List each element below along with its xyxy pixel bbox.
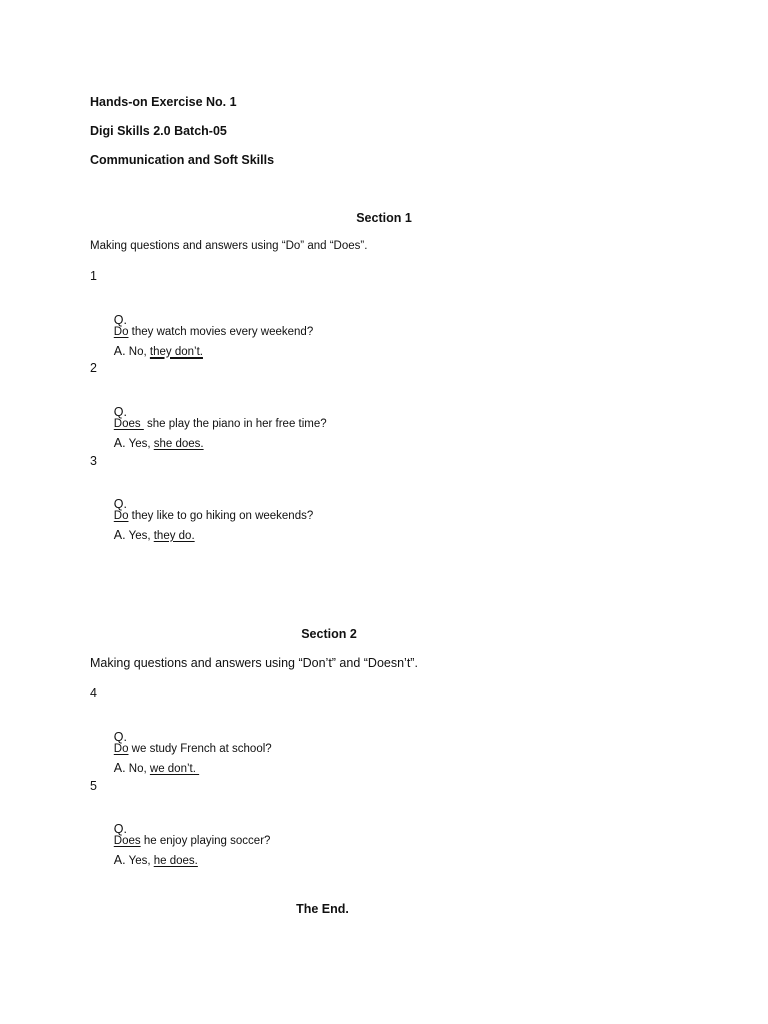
program-title: Digi Skills 2.0 Batch-05 — [90, 124, 227, 138]
end-text: The End. — [296, 902, 349, 916]
question-marker: Q. — [113, 821, 127, 836]
answer-marker: A. — [113, 852, 126, 867]
answer-blank: they do. — [153, 529, 195, 542]
answer-prefix: Yes, — [125, 529, 154, 542]
question-text: we study French at school? — [128, 743, 272, 755]
question-number: 1 — [90, 269, 97, 283]
question-marker: Q. — [113, 312, 127, 327]
answer-blank: Does — [113, 418, 144, 430]
answer-marker: A. — [113, 527, 126, 542]
answer-line — [101, 842, 198, 879]
answer-blank: Do — [113, 743, 129, 755]
answer-blank: Do — [113, 326, 129, 338]
question-number: 4 — [90, 686, 97, 700]
answer-prefix: Yes, — [125, 854, 154, 867]
course-title: Communication and Soft Skills — [90, 153, 275, 167]
answer-line — [101, 750, 199, 787]
answer-marker: A. — [113, 435, 126, 450]
answer-line — [101, 517, 195, 554]
answer-blank: they don’t. — [149, 345, 203, 358]
question-number: 5 — [90, 779, 97, 793]
question-marker: Q. — [113, 404, 127, 419]
question-text: she play the piano in her free time? — [143, 418, 327, 430]
section-2-title: Section 2 — [301, 627, 357, 641]
answer-blank: he does. — [153, 854, 198, 867]
answer-blank: she does. — [153, 437, 204, 450]
answer-marker: A. — [113, 760, 126, 775]
question-number: 2 — [90, 361, 97, 375]
answer-prefix: No, — [125, 762, 150, 775]
question-marker: Q. — [113, 496, 127, 511]
section-2-intro: Making questions and answers using “Don’t” and “Doesn’t”. — [90, 656, 418, 670]
exercise-title: Hands-on Exercise No. 1 — [90, 95, 237, 109]
answer-prefix: Yes, — [125, 437, 154, 450]
answer-blank: we don’t. — [149, 762, 200, 775]
answer-line — [101, 425, 204, 462]
section-1-title: Section 1 — [356, 211, 412, 225]
question-marker: Q. — [113, 729, 127, 744]
question-text: they watch movies every weekend? — [128, 326, 314, 338]
question-text: they like to go hiking on weekends? — [128, 510, 314, 522]
answer-blank: Does — [113, 835, 141, 847]
answer-marker: A. — [113, 343, 126, 358]
answer-blank: Do — [113, 510, 129, 522]
section-1-intro: Making questions and answers using “Do” and “Does”. — [90, 240, 368, 252]
answer-prefix: No, — [125, 345, 150, 358]
answer-line — [101, 333, 203, 370]
question-number: 3 — [90, 454, 97, 468]
question-text: he enjoy playing soccer? — [140, 835, 271, 847]
